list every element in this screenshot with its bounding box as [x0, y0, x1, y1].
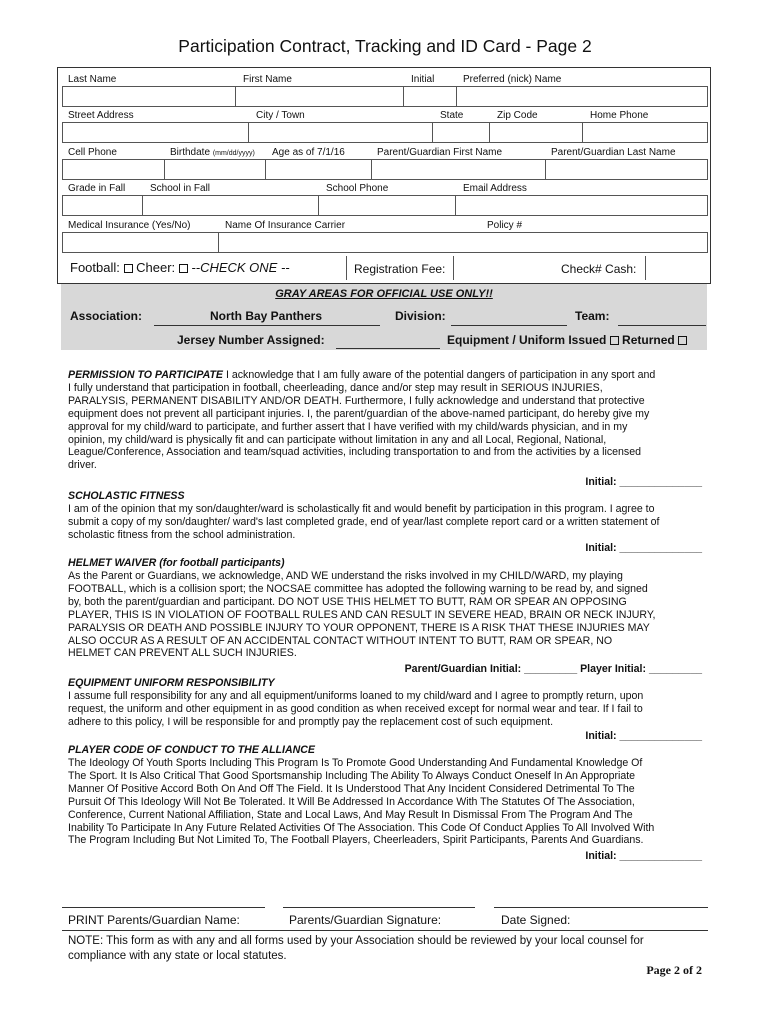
- equipment-issued: [447, 333, 687, 347]
- city-label: City / Town: [256, 110, 305, 121]
- jersey-field[interactable]: [336, 348, 440, 349]
- association-value: North Bay Panthers: [210, 309, 323, 323]
- conduct-line: The Ideology Of Youth Sports Including This Program Is To Promote Good Understanding And Fundamental Knowledge Of: [68, 757, 643, 769]
- conduct-line: Manner Of Positive Accord Both On And Off The Field. It Is Understood That Any Incident Considered Detrimental To The: [68, 782, 635, 795]
- birthdate-label: [170, 147, 255, 158]
- note-line-2: compliance with any state or local statutes.: [68, 950, 287, 962]
- permission-line: equipment does not prevent all participant injuries. I, the parent/guardian of the above-named participant, do hereby give my: [68, 407, 650, 420]
- page-title: Participation Contract, Tracking and ID Card - Page 2: [178, 36, 592, 56]
- divider: [235, 86, 236, 107]
- divider: [248, 122, 249, 143]
- first-name-label: First Name: [243, 74, 292, 85]
- insurance-label: Medical Insurance (Yes/No): [68, 220, 191, 231]
- conduct-line: Inability To Participate In Any Future Related Activities Of The Association. This Code Of Conduct Applies To All Involved With: [68, 821, 655, 834]
- print-name-label: PRINT Parents/Guardian Name:: [68, 913, 240, 927]
- equipment-issued-label: Equipment / Uniform Issued: [447, 333, 607, 347]
- permission-line: PARALYSIS, PERMANENT DISABILITY AND/OR DEATH. Furthermore, I fully acknowledge and understand that protective: [68, 394, 645, 407]
- equipment-issued-checkbox[interactable]: [610, 336, 619, 345]
- helmet-line: ALSO OCCUR AS A RESULT OF AN ACCIDENTAL CONTACT WITHOUT INTENT TO BUTT, RAM OR SPEAR, NO: [68, 634, 613, 647]
- conduct-line: Pursuit Of This Ideology Will Not Be Tolerated. It Will Be Addressed In Accordance With The Statutes Of The Association,: [68, 795, 635, 808]
- date-signed-label: Date Signed:: [501, 913, 571, 927]
- permission-line: opinion, my child/ward is physically fit and can participate without limitation in any and all Local, Regional, National,: [68, 433, 607, 446]
- divider: [582, 122, 583, 143]
- carrier-label: Name Of Insurance Carrier: [225, 220, 346, 231]
- divider: [371, 159, 372, 180]
- page-number: Page 2 of 2: [646, 963, 702, 977]
- permission-heading: PERMISSION TO PARTICIPATE: [68, 369, 223, 381]
- helmet-line: PLAYER, THIS IS IN VIOLATION OF FOOTBALL RULES AND CAN RESULT IN SEVERE HEAD, BRAIN OR NECK INJURY,: [68, 608, 656, 621]
- print-name-line[interactable]: [62, 907, 265, 908]
- scholastic-heading: SCHOLASTIC FITNESS: [68, 490, 185, 502]
- divider: [545, 159, 546, 180]
- cell-phone-label: Cell Phone: [68, 147, 117, 158]
- check-one-note: --CHECK ONE --: [191, 260, 290, 275]
- helmet-line: As the Parent or Guardians, we acknowledge, AND WE understand the risks involved in my CHILD/WARD, my playing: [68, 570, 623, 582]
- signature-line[interactable]: [283, 907, 475, 908]
- equipment-section: [68, 690, 708, 729]
- cheer-label: Cheer:: [136, 260, 176, 275]
- helmet-line: FOOTBALL, which is a collision sport; the NOCSAE committee has adopted the following warning to be read by, and signed: [68, 582, 648, 595]
- preferred-name-label: Preferred (nick) Name: [463, 74, 562, 85]
- grade-label: Grade in Fall: [68, 183, 126, 194]
- signature-label: Parents/Guardian Signature:: [289, 913, 442, 927]
- permission-line: [68, 369, 708, 382]
- official-use-header: GRAY AREAS FOR OFFICIAL USE ONLY!!: [275, 288, 493, 300]
- divider: [403, 86, 404, 107]
- divider: [318, 195, 319, 216]
- scholastic-line: I am of the opinion that my son/daughter/ward is scholastically fit and would benefit by participation in this program. I agree to: [68, 503, 655, 515]
- registration-fee-label: Registration Fee:: [354, 262, 446, 276]
- equipment-heading: EQUIPMENT UNIFORM RESPONSIBILITY: [68, 677, 275, 689]
- scholastic-line: scholastic fitness from the school administration.: [68, 528, 296, 541]
- football-checkbox[interactable]: [124, 264, 133, 273]
- divider: [455, 195, 456, 216]
- cheer-checkbox[interactable]: [179, 264, 188, 273]
- helmet-heading: HELMET WAIVER (for football participants): [68, 557, 285, 569]
- school-phone-label: School Phone: [326, 183, 389, 194]
- divider: [164, 159, 165, 180]
- returned-label: Returned: [622, 333, 675, 347]
- age-label: Age as of 7/1/16: [272, 147, 345, 158]
- conduct-heading: PLAYER CODE OF CONDUCT TO THE ALLIANCE: [68, 744, 315, 756]
- birthdate-format: (mm/dd/yyyy): [212, 150, 255, 157]
- note-line-1: NOTE: This form as with any and all forms used by your Association should be reviewed by your local counsel for: [68, 935, 644, 947]
- equipment-line: adhere to this policy, I will be responsible for and promptly pay the replacement cost of such equipment.: [68, 715, 554, 728]
- returned-checkbox[interactable]: [678, 336, 687, 345]
- jersey-label: Jersey Number Assigned:: [177, 333, 325, 347]
- equipment-line: I assume full responsibility for any and all equipment/uniforms loaned to my child/ward and I agree to promptly return, upon: [68, 690, 644, 702]
- note-block: [68, 934, 713, 964]
- parent-first-name-label: Parent/Guardian First Name: [377, 147, 503, 158]
- divider: [346, 256, 347, 280]
- conduct-line: The Sport. It Is Also Critical That Good Sportsmanship Including The Ability To Always Conduct Oneself In An Appropriate: [68, 769, 636, 782]
- helmet-section: [68, 570, 708, 660]
- football-label: Football:: [70, 260, 120, 275]
- permission-initial[interactable]: Initial: ______________: [585, 476, 702, 488]
- conduct-section: [68, 757, 708, 847]
- permission-line: approval for my child/ward to participate, and further assert that I have verified with my child/wards physician, and in my: [68, 420, 628, 433]
- permission-line-text: I acknowledge that I am fully aware of the potential dangers of participation in any sport and: [223, 369, 656, 381]
- initial-label: Initial: [411, 74, 435, 85]
- scholastic-line: submit a copy of my son/daughter/ ward's last completed grade, end of year/last complete report card or a written statement of: [68, 515, 660, 528]
- divider: [265, 159, 266, 180]
- divider: [432, 122, 433, 143]
- permission-line: League/Conference, Association and team/squad activities, including transportation to and from the activities by a licensed: [68, 446, 641, 459]
- divider: [142, 195, 143, 216]
- state-label: State: [440, 110, 464, 121]
- row1-input-field[interactable]: [62, 86, 708, 107]
- row5-input-field[interactable]: [62, 232, 708, 253]
- zip-code-label: Zip Code: [497, 110, 538, 121]
- date-line[interactable]: [494, 907, 708, 908]
- division-label: Division:: [395, 309, 446, 323]
- note-divider: [62, 930, 708, 931]
- conduct-initial[interactable]: Initial: ______________: [585, 850, 702, 862]
- helmet-line: by, both the parent/guardian and participant. DO NOT USE THIS HELMET TO BUTT, RAM OR SPEAR AN OPPOSING: [68, 595, 627, 608]
- helmet-initials[interactable]: Parent/Guardian Initial: _________ Player Initial: _________: [404, 663, 702, 675]
- email-label: Email Address: [463, 183, 527, 194]
- team-field[interactable]: [618, 325, 706, 326]
- permission-line: I fully understand that participation in football, cheerleading, dance and/or step may result in SERIOUS INJURIES,: [68, 381, 603, 394]
- sport-selection: [70, 260, 290, 275]
- equipment-initial[interactable]: Initial: ______________: [585, 730, 702, 742]
- divider: [453, 256, 454, 280]
- association-label: Association:: [70, 309, 143, 323]
- row4-input-field[interactable]: [62, 195, 708, 216]
- helmet-line: PARALYSIS OR DEATH AND POSSIBLE INJURY TO YOUR OPPONENT, THERE IS A RISK THAT THESE INJURIES MAY: [68, 621, 650, 634]
- helmet-line: HELMET CAN PREVENT ALL SUCH INJURIES.: [68, 647, 297, 660]
- street-address-label: Street Address: [68, 110, 134, 121]
- conduct-line: Conference, Current National Affiliation, State and Local Laws, And May Result In Dismissal From The Program And The: [68, 808, 633, 821]
- last-name-label: Last Name: [68, 74, 117, 85]
- permission-section: [68, 369, 708, 472]
- conduct-line: The Program Including But Not Limited To, The Football Players, Cheerleaders, Spirit Participants, Parents And Guardians.: [68, 834, 644, 847]
- parent-last-name-label: Parent/Guardian Last Name: [551, 147, 676, 158]
- association-underline: [154, 325, 380, 326]
- divider: [645, 256, 646, 280]
- home-phone-label: Home Phone: [590, 110, 649, 121]
- school-label: School in Fall: [150, 183, 211, 194]
- row2-input-field[interactable]: [62, 122, 708, 143]
- team-label: Team:: [575, 309, 610, 323]
- division-field[interactable]: [451, 325, 567, 326]
- divider: [489, 122, 490, 143]
- permission-line: driver.: [68, 459, 97, 472]
- divider: [456, 86, 457, 107]
- scholastic-section: [68, 503, 708, 542]
- row3-input-field[interactable]: [62, 159, 708, 180]
- policy-label: Policy #: [487, 220, 523, 231]
- scholastic-initial[interactable]: Initial: ______________: [585, 542, 702, 554]
- equipment-line: request, the uniform and other equipment in as good condition as when received except for normal wear and tear. If I fail to: [68, 702, 643, 715]
- check-cash-label: Check# Cash:: [561, 262, 637, 276]
- divider: [218, 232, 219, 253]
- birthdate-text: Birthdate: [170, 147, 211, 158]
